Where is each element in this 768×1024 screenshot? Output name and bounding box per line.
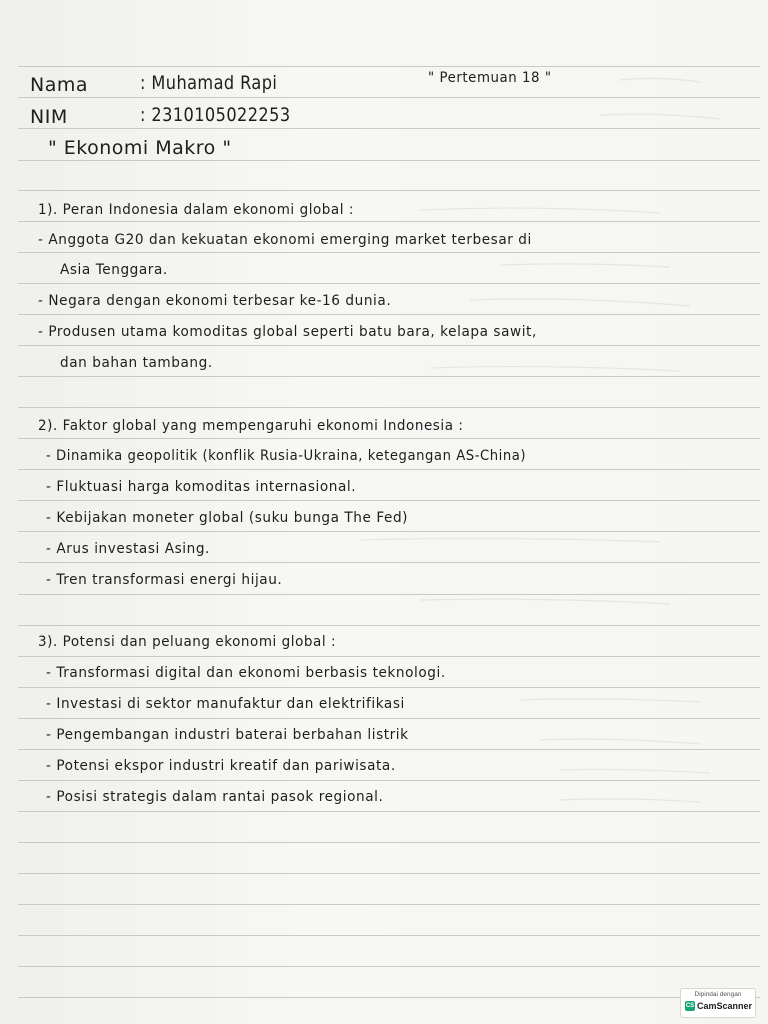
section-heading: 2). Faktor global yang mempengaruhi ekonomi Indonesia : bbox=[38, 418, 464, 434]
ruled-line bbox=[18, 749, 760, 750]
ruled-line bbox=[18, 376, 760, 377]
ruled-line bbox=[18, 345, 760, 346]
ruled-line bbox=[18, 190, 760, 191]
section-heading: 1). Peran Indonesia dalam ekonomi global : bbox=[38, 202, 354, 218]
section-line: - Dinamika geopolitik (konflik Rusia-Ukraina, ketegangan AS-China) bbox=[46, 448, 527, 464]
section-line: - Pengembangan industri baterai berbahan listrik bbox=[46, 727, 409, 743]
name-value: : Muhamad Rapi bbox=[140, 72, 278, 94]
ruled-line bbox=[18, 780, 760, 781]
section-line: Asia Tenggara. bbox=[60, 262, 168, 278]
ruled-line bbox=[18, 842, 760, 843]
ruled-line bbox=[18, 160, 760, 161]
ruled-line bbox=[18, 811, 760, 812]
ruled-line bbox=[18, 625, 760, 626]
ruled-line bbox=[18, 438, 760, 439]
section-heading: 3). Potensi dan peluang ekonomi global : bbox=[38, 634, 337, 650]
camscanner-watermark bbox=[680, 988, 756, 1018]
ruled-line bbox=[18, 500, 760, 501]
ruled-line bbox=[18, 97, 760, 98]
nim-value: : 2310105022253 bbox=[140, 104, 291, 126]
name-label: Nama bbox=[30, 74, 89, 96]
camscanner-logo-icon: CS bbox=[685, 1003, 695, 1009]
ruled-line bbox=[18, 997, 760, 998]
section-line: - Arus investasi Asing. bbox=[46, 541, 210, 557]
ruled-line bbox=[18, 252, 760, 253]
ruled-line bbox=[18, 935, 760, 936]
section-line: - Transformasi digital dan ekonomi berbasis teknologi. bbox=[46, 665, 446, 681]
ruled-line bbox=[18, 966, 760, 967]
section-line: - Anggota G20 dan kekuatan ekonomi emerging market terbesar di bbox=[38, 232, 532, 248]
section-line: - Fluktuasi harga komoditas internasional. bbox=[46, 479, 357, 495]
nim-label: NIM bbox=[30, 106, 68, 128]
ruled-line bbox=[18, 718, 760, 719]
section-line: - Produsen utama komoditas global seperti batu bara, kelapa sawit, bbox=[38, 324, 537, 340]
section-line: - Investasi di sektor manufaktur dan elektrifikasi bbox=[46, 696, 405, 712]
section-line: - Posisi strategis dalam rantai pasok regional. bbox=[46, 789, 384, 805]
ruled-line bbox=[18, 128, 760, 129]
ruled-line bbox=[18, 314, 760, 315]
ruled-line bbox=[18, 562, 760, 563]
watermark-brand: CamScanner bbox=[697, 1001, 753, 1011]
ruled-line bbox=[18, 407, 760, 408]
ruled-line bbox=[18, 531, 760, 532]
ruled-line bbox=[18, 873, 760, 874]
subject-title: " Ekonomi Makro " bbox=[48, 137, 232, 159]
section-line: dan bahan tambang. bbox=[60, 355, 213, 371]
section-line: - Potensi ekspor industri kreatif dan pariwisata. bbox=[46, 758, 396, 774]
ruled-line bbox=[18, 283, 760, 284]
ruled-line bbox=[18, 594, 760, 595]
ruled-line bbox=[18, 221, 760, 222]
ruled-line bbox=[18, 66, 760, 67]
ruled-line bbox=[18, 656, 760, 657]
ruled-line bbox=[18, 687, 760, 688]
section-line: - Tren transformasi energi hijau. bbox=[46, 572, 283, 588]
watermark-caption: Dipindai dengan bbox=[694, 991, 742, 998]
ruled-line bbox=[18, 904, 760, 905]
meeting-label: " Pertemuan 18 " bbox=[428, 70, 552, 86]
section-line: - Kebijakan moneter global (suku bunga The Fed) bbox=[46, 510, 409, 526]
section-line: - Negara dengan ekonomi terbesar ke-16 dunia. bbox=[38, 293, 392, 309]
ruled-line bbox=[18, 469, 760, 470]
